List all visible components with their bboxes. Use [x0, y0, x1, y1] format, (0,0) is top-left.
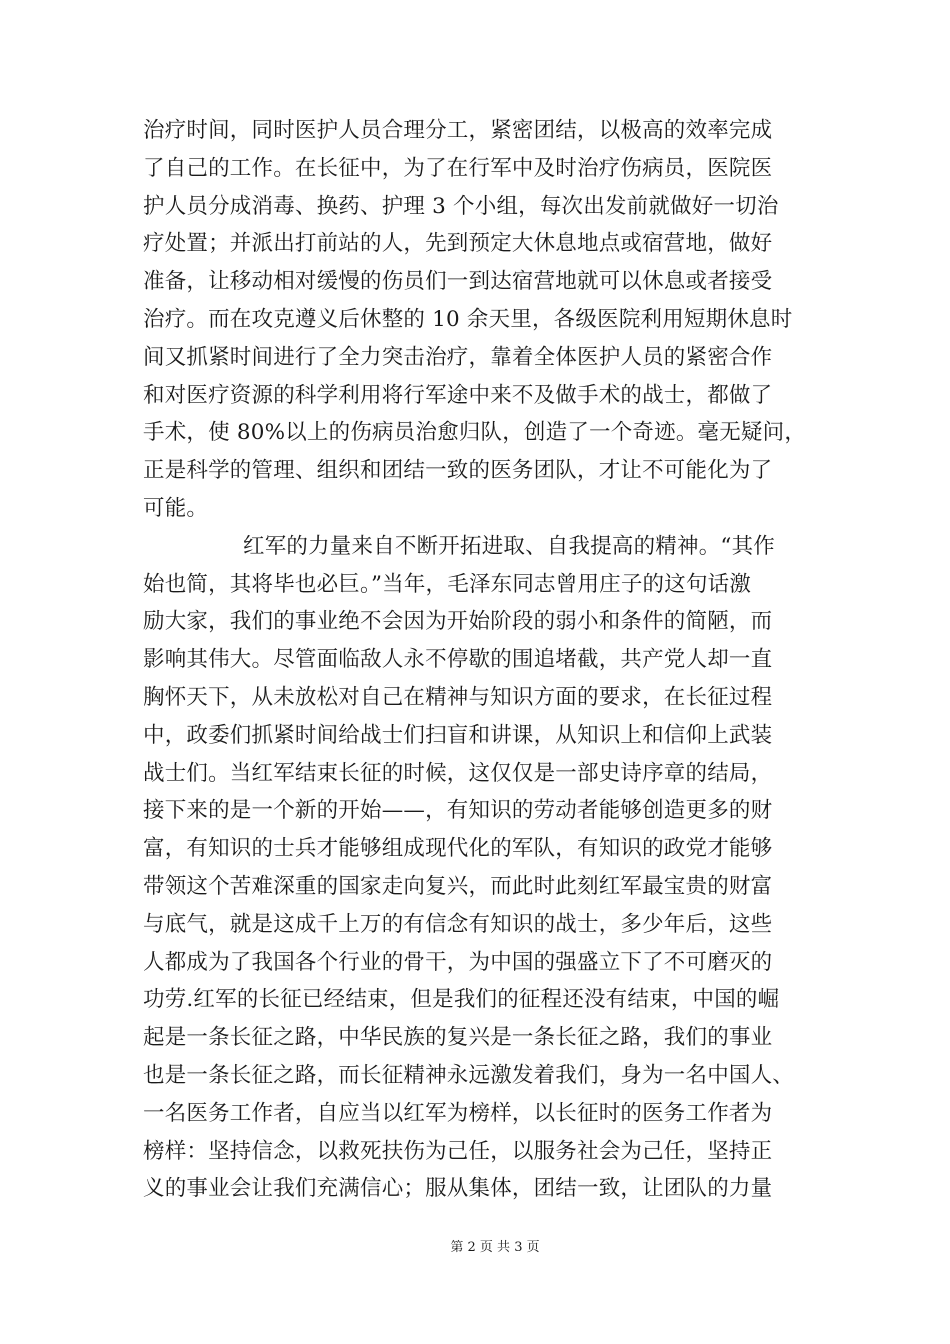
- text-line: 正是科学的管理、组织和团结一致的医务团队，才让不可能化为了: [143, 458, 773, 484]
- text-line: 义的事业会让我们充满信心；服从集体，团结一致，让团队的力量: [143, 1176, 773, 1202]
- text-line: 间又抓紧时间进行了全力突击治疗，靠着全体医护人员的紧密合作: [143, 344, 773, 370]
- text-line: 治疗。而在攻克遵义后休整的 10 余天里，各级医院利用短期休息时: [143, 306, 793, 332]
- text-line: 也是一条长征之路，而长征精神永远激发着我们，身为一名中国人、: [143, 1062, 795, 1088]
- paragraph-start-line: 红军的力量来自不断开拓进取、自我提高的精神。“其作: [243, 533, 775, 559]
- text-line: 治疗时间，同时医护人员合理分工，紧密团结，以极高的效率完成: [143, 118, 773, 143]
- text-line: 准备，让移动相对缓慢的伤员们一到达宿营地就可以休息或者接受: [143, 269, 773, 295]
- text-line: 励大家，我们的事业绝不会因为开始阶段的弱小和条件的简陋，而: [143, 609, 773, 635]
- text-line: 中，政委们抓紧时间给战士们扫盲和讲课，从知识上和信仰上武装: [143, 722, 773, 748]
- page-number-footer: 第 2 页 共 3 页: [450, 1240, 540, 1255]
- text-line: 和对医疗资源的科学利用将行军途中来不及做手术的战士，都做了: [143, 382, 773, 408]
- text-line: 人都成为了我国各个行业的骨干，为中国的强盛立下了不可磨灭的: [143, 949, 773, 975]
- text-line: 可能。: [143, 495, 209, 521]
- text-line: 接下来的是一个新的开始——，有知识的劳动者能够创造更多的财: [143, 798, 773, 824]
- text-line: 与底气，就是这成千上万的有信念有知识的战士，多少年后，这些: [143, 911, 773, 937]
- text-line: 疗处置；并派出打前站的人，先到预定大休息地点或宿营地，做好: [143, 231, 773, 257]
- text-line: 起是一条长征之路，中华民族的复兴是一条长征之路，我们的事业: [143, 1025, 773, 1051]
- text-line: 功劳.红军的长征已经结束，但是我们的征程还没有结束，中国的崛: [143, 987, 780, 1013]
- text-line: 一名医务工作者，自应当以红军为榜样，以长征时的医务工作者为: [143, 1100, 773, 1126]
- text-line: 手术，使 80%以上的伤病员治愈归队，创造了一个奇迹。毫无疑问，: [143, 420, 807, 446]
- text-line: 带领这个苦难深重的国家走向复兴，而此时此刻红军最宝贵的财富: [143, 873, 773, 899]
- text-line: 护人员分成消毒、换药、护理 3 个小组，每次出发前就做好一切治: [143, 193, 779, 219]
- text-line: 胸怀天下，从未放松对自己在精神与知识方面的要求，在长征过程: [143, 684, 773, 710]
- text-line: 影响其伟大。尽管面临敌人永不停歇的围追堵截，共产党人却一直: [143, 647, 773, 673]
- text-line: 始也简，其将毕也必巨。”当年，毛泽东同志曾用庄子的这句话激: [143, 571, 752, 597]
- text-line: 富，有知识的士兵才能够组成现代化的军队，有知识的政党才能够: [143, 836, 773, 862]
- text-line: 了自己的工作。在长征中，为了在行军中及时治疗伤病员，医院医: [143, 155, 773, 181]
- text-line: 战士们。当红军结束长征的时候，这仅仅是一部史诗序章的结局，: [143, 760, 773, 786]
- text-line: 榜样：坚持信念，以救死扶伤为己任，以服务社会为己任，坚持正: [143, 1138, 773, 1164]
- body-text: [143, 112, 823, 1208]
